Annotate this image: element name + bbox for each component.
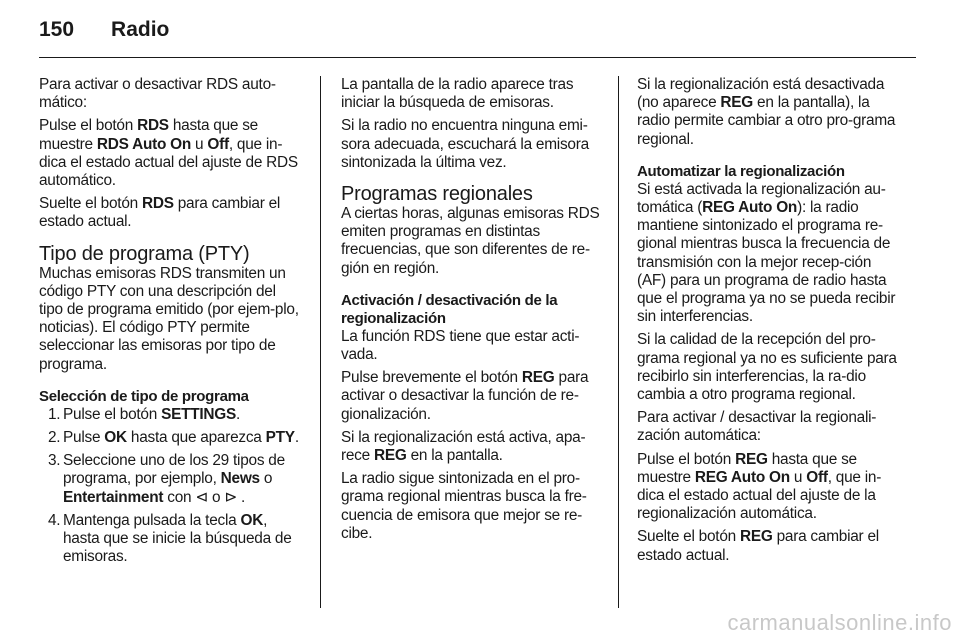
paragraph: Para activar / desactivar la regionali-zación automática: bbox=[637, 409, 877, 445]
column-right bbox=[637, 76, 899, 570]
subsection-heading: Automatizar la regionalización bbox=[637, 162, 845, 180]
section-heading: Programas regionales bbox=[341, 183, 533, 206]
paragraph: Suelte el botón RDS para cambiar el estado actual. bbox=[39, 195, 281, 231]
list-item: 2. Pulse OK hasta que aparezca PTY. bbox=[48, 429, 299, 447]
column-left bbox=[39, 76, 301, 571]
list-item: 3. Seleccione uno de los 29 tipos de programa, por ejemplo, News o Entertainment con ⊲ o ⊳ . bbox=[48, 452, 285, 506]
paragraph: Si la calidad de la recepción del pro-grama regional ya no es suficiente para recibirlo sin interferencias, la ra-dio cambia a otro programa regional. bbox=[637, 331, 897, 404]
page-header bbox=[39, 18, 169, 52]
list-item: 1. Pulse el botón SETTINGS. bbox=[48, 405, 241, 423]
paragraph: Si la radio no encuentra ninguna emi-sora adecuada, escuchará la emisora sintonizada la última vez. bbox=[341, 117, 589, 171]
paragraph: Para activar o desactivar RDS auto-mático: bbox=[39, 76, 276, 112]
column-divider bbox=[618, 76, 619, 608]
paragraph: Si la regionalización está desactivada (no aparece REG en la pantalla), la radio permite cambiar a otro pro-grama regional. bbox=[637, 76, 896, 148]
numbered-list bbox=[39, 406, 301, 567]
paragraph: La función RDS tiene que estar acti-vada. bbox=[341, 327, 580, 364]
paragraph: Pulse el botón REG hasta que se muestre REG Auto On u Off, que in-dica el estado actual del ajuste de la regionalización automática. bbox=[637, 450, 882, 523]
paragraph: Si la regionalización está activa, apa-rece REG en la pantalla. bbox=[341, 428, 586, 465]
paragraph: Suelte el botón REG para cambiar el estado actual. bbox=[637, 528, 879, 564]
column-middle bbox=[341, 76, 603, 548]
paragraph: La pantalla de la radio aparece tras iniciar la búsqueda de emisoras. bbox=[341, 76, 574, 112]
subsection-heading: Selección de tipo de programa bbox=[39, 387, 249, 405]
paragraph: Si está activada la regionalización au-tomática (REG Auto On): la radio mantiene sintonizado el programa re-gional mientras busca la frecuencia de transmisión con la mejor recep-ción (AF) para un programa de radio hasta que el programa ya no se pueda recibir sin interferencias. bbox=[637, 180, 896, 326]
paragraph: La radio sigue sintonizada en el pro-grama regional mientras busca la fre-cuencia de emisora que mejor se re-cibe. bbox=[341, 470, 587, 542]
subsection-heading: Activación / desactivación de la regionalización bbox=[341, 291, 558, 327]
paragraph: A ciertas horas, algunas emisoras RDS emiten programas en distintas frecuencias, que son diferentes de re-gión en región. bbox=[341, 205, 600, 277]
paragraph: Pulse brevemente el botón REG para activar o desactivar la función de re-gionalización. bbox=[341, 369, 589, 423]
column-divider bbox=[320, 76, 321, 608]
section-title: Radio bbox=[111, 18, 170, 41]
list-item: 4. Mantenga pulsada la tecla OK, hasta que se inicie la búsqueda de emisoras. bbox=[48, 511, 292, 566]
watermark: carmanualsonline.info bbox=[727, 610, 952, 635]
paragraph: Pulse el botón RDS hasta que se muestre RDS Auto On u Off, que in-dica el estado actual del ajuste de RDS automático. bbox=[39, 117, 298, 190]
paragraph: Muchas emisoras RDS transmiten un código PTY con una descripción del tipo de programa emitido (por ejem-plo, noticias). El código PTY permite seleccionar las emisoras por tipo de programa. bbox=[39, 264, 299, 373]
page-number: 150 bbox=[39, 18, 75, 41]
header-rule bbox=[39, 57, 916, 58]
section-heading: Tipo de programa (PTY) bbox=[39, 242, 250, 265]
